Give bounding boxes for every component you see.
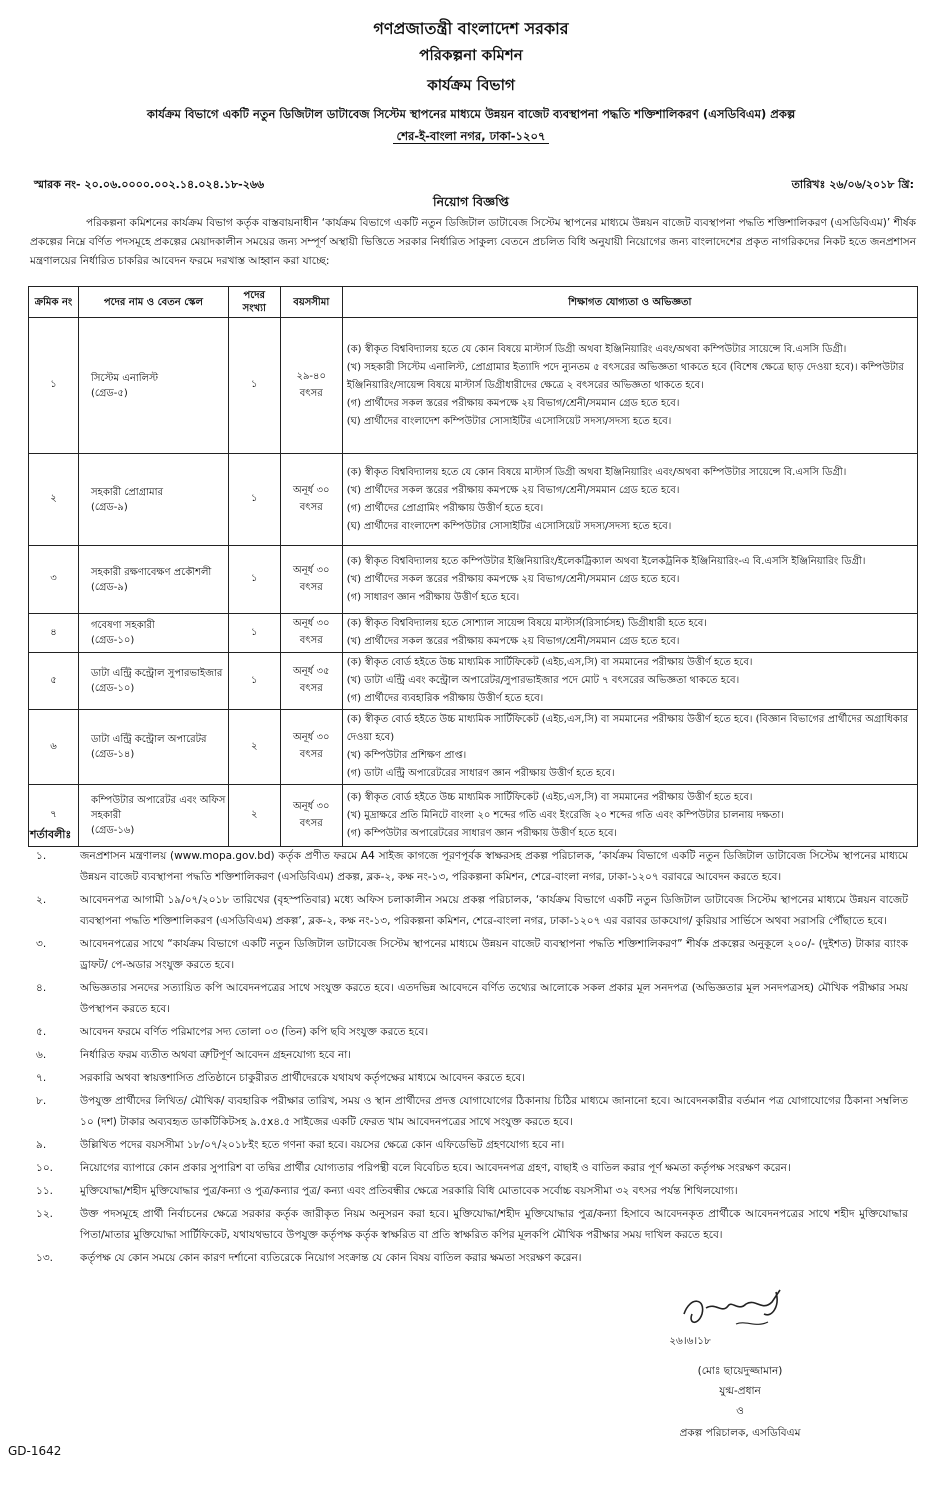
condition-text: নিয়োগের ব্যাপারে কোন প্রকার সুপারিশ বা তদ্বির প্রার্থীর যোগ্যতার পরিপন্থী বলে বিবেচিত হবে। আবেদনপত্র গ্রহণ, বাছাই ও বাতিল করার পূর্ণ ক্ষমতা কর্তৃপক্ষ সংরক্ষণ করেন। <box>80 1162 791 1174</box>
govt-name: গণপ্রজাতন্ত্রী বাংলাদেশ সরকার <box>373 19 569 38</box>
notice-title: নিয়োগ বিজ্ঞপ্তি <box>433 194 509 209</box>
row-count: ১ <box>228 614 280 653</box>
condition-item <box>30 1204 908 1246</box>
post-grade: (গ্রেড-১০) <box>90 683 135 694</box>
row-sl: ৭ <box>29 785 79 847</box>
age-limit: অনূর্ধ ৩০ <box>293 484 330 496</box>
qual-item: (খ) ডাটা এন্ট্রি এবং কন্ট্রোল অপারেটর/সুপারভাইজার পদে মোট ৭ বৎসরের অভিজ্ঞতা থাকতে হবে। <box>346 675 740 686</box>
age-unit: বৎসর <box>299 501 323 513</box>
qual-item: (ক) স্বীকৃত বোর্ড হইতে উচ্চ মাধ্যমিক সার্টিফিকেট (এইচ,এস,সি) বা সমমানের পরীক্ষায় উত্তীর্ণ হতে হবে। <box>346 657 753 668</box>
condition-item <box>30 1045 908 1066</box>
row-quals <box>342 785 917 847</box>
qual-item: (খ) প্রার্থীদের সকল স্তরের পরীক্ষায় কমপক্ষে ২য় বিভাগ/শ্রেনী/সমমান গ্রেড হতে হবে। <box>346 573 680 585</box>
row-quals <box>342 614 917 653</box>
row-post <box>78 614 228 653</box>
table-row <box>29 318 918 454</box>
row-count: ২ <box>228 785 280 847</box>
post-grade: (গ্রেড-১০) <box>90 635 135 646</box>
condition-text: কর্তৃপক্ষ যে কোন সময়ে কোন কারণ দর্শানো ব্যতিরেকে নিয়োগ সংক্রান্ত যে কোন বিষয় বাতিল করার ক্ষমতা সংরক্ষণ করেন। <box>80 1252 582 1264</box>
condition-number: ১. <box>36 850 47 862</box>
post-name: ডাটা এন্ট্রি কন্ট্রোল সুপারভাইজার <box>90 668 223 679</box>
post-grade: (গ্রেড-৯) <box>90 501 128 513</box>
condition-number: ৮. <box>36 1095 47 1107</box>
conditions-list <box>30 846 908 1271</box>
qual-item: (ক) স্বীকৃত বিশ্ববিদ্যালয় হতে যে কোন বিষয়ে মাস্টার্স ডিগ্রী অথবা ইঞ্জিনিয়ারিং এবং/অথবা কম্পিউটার সায়েন্সে বি.এসসি ডিগ্রী। <box>346 466 847 478</box>
qual-item: (গ) কম্পিউটার অপারেটরের সাধারণ জ্ঞান পরীক্ষায় উত্তীর্ণ হতে হবে। <box>346 827 617 839</box>
condition-item <box>30 890 908 932</box>
condition-item <box>30 1068 908 1089</box>
qual-item: (ঘ) প্রার্থীদের বাংলাদেশ কম্পিউটার সোসাইটির এসোসিয়েট সদস্য/সদস্য হতে হবে। <box>346 520 672 532</box>
condition-item <box>30 978 908 1020</box>
col-sl: ক্রমিক নং <box>29 287 79 318</box>
row-count: ১ <box>228 653 280 710</box>
post-name: সহকারী রক্ষণাবেক্ষণ প্রকৌশলী <box>90 566 212 578</box>
condition-item <box>30 1248 908 1269</box>
table-row <box>29 614 918 653</box>
posts-table <box>28 286 918 847</box>
age-limit: অনূর্ধ ৩০ <box>293 618 330 629</box>
condition-text: আবেদনপত্রের সাথে “কার্যক্রম বিভাগে একটি নতুন ডিজিটাল ডাটাবেজ সিস্টেম স্থাপনের মাধ্যমে উন্নয়ন বাজেট ব্যবস্থাপনা পদ্ধতি শক্তিশালিকরণ” শীর্ষক প্রকল্পের অনুকূলে ২০০/- (দুইশত) টাকার ব্যাংক ড্রাফট/ পে-অডার সংযুক্ত করতে হবে। <box>80 938 908 971</box>
address <box>0 128 942 147</box>
qual-item: (গ) প্রার্থীদের ব্যবহারিক পরীক্ষায় উত্তীর্ণ হতে হবে। <box>346 693 544 704</box>
row-quals <box>342 454 917 546</box>
post-name: কম্পিউটার অপারেটর এবং অফিস সহকারী <box>90 795 226 821</box>
row-age <box>280 785 342 847</box>
condition-number: ৯. <box>36 1139 47 1151</box>
qual-item: (গ) সাধারণ জ্ঞান পরীক্ষায় উত্তীর্ণ হতে হবে। <box>346 591 520 603</box>
condition-text: উপযুক্ত প্রার্থীদের লিখিত/ মৌখিক/ ব্যবহারিক পরীক্ষার তারিখ, সময় ও স্থান প্রার্থীদের প্রদত্ত যোগাযোগের ঠিকানায় চিঠির মাধ্যমে জানানো হবে। আবেদনকারীর বর্তমান পত্র যোগাযোগের ঠিকানা সম্বলিত ১০ (দশ) টাকার অব্যবহৃত ডাকটিকিটসহ ৯.৫x৪.৫ সাইজের একটি ফেরত খাম আবেদনপত্রের সাথে সংযুক্ত করতে হবে। <box>80 1095 908 1128</box>
qual-item: (ঘ) প্রার্থীদের বাংলাদেশ কম্পিউটার সোসাইটির এসোসিয়েট সদস্য/সদস্য হতে হবে। <box>346 415 672 427</box>
row-sl: ৫ <box>29 653 79 710</box>
condition-text: অভিজ্ঞতার সনদের সত্যায়িত কপি আবেদনপত্রের সাথে সংযুক্ত করতে হবে। এতদভিন্ন আবেদনে বর্ণিত তথ্যের আলোকে সকল প্রকার মূল সনদপত্র (অভিজ্ঞতার মূল সনদপত্রসহ) মৌখিক পরীক্ষার সময় উপস্থাপন করতে হবে। <box>80 982 908 1015</box>
qual-item: (ক) স্বীকৃত বিশ্ববিদ্যালয় হতে কম্পিউটার ইঞ্জিনিয়ারিং/ইলেকট্রিক্যাল অথবা ইলেকট্রনিক ইঞ্জিনিয়ারিং-এ বি.এসসি ইঞ্জিনিয়ারিং ডিগ্রী। <box>346 555 866 567</box>
row-quals <box>342 546 917 614</box>
post-grade: (গ্রেড-৫) <box>90 387 128 399</box>
qual-item: (খ) প্রার্থীদের সকল স্তরের পরীক্ষায় কমপক্ষে ২য় বিভাগ/শ্রেনী/সমমান গ্রেড হতে হবে। <box>346 636 680 647</box>
division-name: কার্যক্রম বিভাগ <box>427 76 515 94</box>
condition-number: ১০. <box>36 1162 53 1174</box>
conditions-title: শর্তাবলীঃ <box>30 828 72 841</box>
col-count: পদের সংখ্যা <box>228 287 280 318</box>
condition-item <box>30 1091 908 1133</box>
col-age: বয়সসীমা <box>280 287 342 318</box>
row-count: ১ <box>228 454 280 546</box>
row-age <box>280 614 342 653</box>
memo-date: তারিখঃ ২৬/০৬/২০১৮ খ্রি: <box>791 178 914 191</box>
row-quals <box>342 318 917 454</box>
condition-text: জনপ্রশাসন মন্ত্রণালয় (www.mopa.gov.bd) কর্তৃক প্রণীত ফরমে A4 সাইজ কাগজে পূরণপূর্বক স্বাক্ষরসহ প্রকল্প পরিচালক, ‘কার্যক্রম বিভাগে একটি নতুন ডিজিটাল ডাটাবেজ সিস্টেম স্থাপনের মাধ্যমে উন্নয়ন বাজেট ব্যবস্থাপনা পদ্ধতি শক্তিশালিকরণ (এসডিবিএম) প্রকল্প, ব্লক-২, কক্ষ নং-১৩, পরিকল্পনা কমিশন, শেরে-বাংলা নগর, ঢাকা-১২০৭ বরাবরে আবেদন করতে হবে। <box>80 850 908 883</box>
condition-item <box>30 1135 908 1156</box>
row-post <box>78 653 228 710</box>
table-row <box>29 710 918 785</box>
table-row <box>29 653 918 710</box>
qual-item: (ক) স্বীকৃত বোর্ড হইতে উচ্চ মাধ্যমিক সার্টিফিকেট (এইচ,এস,সি) বা সমমানের পরীক্ষায় উত্তীর্ণ হতে হবে। (বিজ্ঞান বিভাগের প্রার্থীদের অগ্রাধিকার দেওয়া হবে) <box>346 714 909 743</box>
row-sl: ১ <box>29 318 79 454</box>
age-unit: বৎসর <box>299 581 323 593</box>
post-grade: (গ্রেড-১৬) <box>90 825 135 836</box>
row-sl: ৪ <box>29 614 79 653</box>
condition-text: নির্ধারিত ফরম ব্যতীত অথবা ত্রুটিপূর্ণ আবেদন গ্রহনযোগ্য হবে না। <box>80 1049 352 1061</box>
row-quals <box>342 710 917 785</box>
condition-text: উল্লিখিত পদের বয়সসীমা ১৮/০৭/২০১৮ইং হতে গণনা করা হবে। বয়সের ক্ষেত্রে কোন এফিডেভিট গ্রহণযোগ্য হবে না। <box>80 1139 565 1151</box>
condition-number: ৪. <box>36 982 47 994</box>
post-grade: (গ্রেড-৯) <box>90 581 128 593</box>
project-name: কার্যক্রম বিভাগে একটি নতুন ডিজিটাল ডাটাবেজ সিস্টেম স্থাপনের মাধ্যমে উন্নয়ন বাজেট ব্যবস্থাপনা পদ্ধতি শক্তিশালিকরণ (এসডিবিএম) প্রকল্প <box>146 107 796 121</box>
row-age <box>280 546 342 614</box>
condition-text: আবেদনপত্র আগামী ১৯/০৭/২০১৮ তারিখের (বৃহস্পতিবার) মধ্যে অফিস চলাকালীন সময়ে প্রকল্প পরিচালক, ‘কার্যক্রম বিভাগে একটি নতুন ডিজিটাল ডাটাবেজ সিস্টেম স্থাপনের মাধ্যমে উন্নয়ন বাজেট ব্যবস্থাপনা পদ্ধতি শক্তিশালিকরণ (এসডিবিএম) প্রকল্প’, ব্লক-২, কক্ষ নং-১৩, পরিকল্পনা কমিশন, শেরে-বাংলা নগর, ঢাকা-১২০৭ এর বরাবর ডাকযোগ/ কুরিয়ার সার্ভিসে অথবা সরাসরি পৌঁছাতে হবে। <box>80 894 908 927</box>
age-unit: বৎসর <box>299 817 323 829</box>
row-count: ১ <box>228 546 280 614</box>
condition-number: ২. <box>36 894 47 906</box>
condition-number: ৩. <box>36 938 47 950</box>
row-age <box>280 318 342 454</box>
age-unit: বৎসর <box>299 635 323 646</box>
qual-item: (খ) মুদ্রাক্ষরে প্রতি মিনিটে বাংলা ২০ শব্দের গতি এবং ইংরেজি ২০ শব্দের গতি এবং কম্পিউটার চালনায় দক্ষতা। <box>346 809 784 821</box>
age-unit: বৎসর <box>299 387 323 399</box>
signer-post: যুগ্ম-প্রধান <box>719 1385 761 1397</box>
qual-item: (খ) সহকারী সিস্টেম এনালিস্ট, প্রোগ্রামার ইত্যাদি পদে ন্যুনতম ৫ বৎসরের অভিজ্ঞতা থাকতে হবে (বিশেষ ক্ষেত্রে ছাড় দেওয়া হবে)। কম্পিউটার ইঞ্জিনিয়ারিং/সায়েন্স বিষয়ে মাস্টার্স ডিগ্রীধারীদের ক্ষেত্রে ২ বৎসরের অভিজ্ঞতা থাকতে হবে। <box>346 361 904 391</box>
row-sl: ৬ <box>29 710 79 785</box>
qual-item: (খ) কম্পিউটার প্রশিক্ষণ প্রাপ্ত। <box>346 750 467 761</box>
col-quals: শিক্ষাগত যোগ্যতা ও অভিজ্ঞতা <box>342 287 917 318</box>
condition-text: মুক্তিযোদ্ধা/শহীদ মুক্তিযোদ্ধার পুত্র/কন্যা ও পুত্র/কন্যার পুত্র/ কন্যা এবং প্রতিবন্ধীর ক্ষেত্রে সরকারি বিধি মোতাবেক সর্বোচ্চ বয়সসীমা ৩২ বৎসর পর্যন্ত শিথিলযোগ্য। <box>80 1185 738 1197</box>
condition-number: ৭. <box>36 1072 47 1084</box>
post-grade: (গ্রেড-১৪) <box>90 749 135 760</box>
qual-item: (ক) স্বীকৃত বিশ্ববিদ্যালয় হতে সোশ্যাল সায়েন্স বিষয়ে মাস্টার্স(রিসার্চসহ) ডিগ্রীধারী হতে হবে। <box>346 618 707 629</box>
qual-item: (গ) ডাটা এন্ট্রি অপারেটরের সাধারণ জ্ঞান পরীক্ষায় উত্তীর্ণ হতে হবে। <box>346 768 615 779</box>
col-name: পদের নাম ও বেতন স্কেল <box>78 287 228 318</box>
condition-text: সরকারি অথবা স্বায়ত্তশাসিত প্রতিষ্ঠানে চাকুরীরত প্রার্থীদেরকে যথাযথ কর্তৃপক্ষের মাধ্যমে আবেদন করতে হবে। <box>80 1072 526 1084</box>
memo-ref: স্মারক নং- ২০.০৬.০০০০.০০২.১৪.০২৪.১৮-২৬৬ <box>34 178 265 191</box>
row-post <box>78 454 228 546</box>
table-header-row <box>29 287 918 318</box>
address-text: শের-ই-বাংলা নগর, ঢাকা-১২০৭ <box>393 129 550 144</box>
row-post <box>78 710 228 785</box>
row-post <box>78 785 228 847</box>
table-row <box>29 546 918 614</box>
condition-number: ১৩. <box>36 1252 53 1264</box>
row-post <box>78 318 228 454</box>
commission-name: পরিকল্পনা কমিশন <box>419 46 523 64</box>
qual-item: (খ) প্রার্থীদের সকল স্তরের পরীক্ষায় কমপক্ষে ২য় বিভাগ/শ্রেনী/সমমান গ্রেড হতে হবে। <box>346 484 680 496</box>
post-name: সহকারী প্রোগ্রামার <box>90 486 164 498</box>
post-name: সিস্টেম এনালিস্ট <box>90 372 159 384</box>
qual-item: (গ) প্রার্থীদের সকল স্তরের পরীক্ষায় কমপক্ষে ২য় বিভাগ/শ্রেনী/সমমান গ্রেড হতে হবে। <box>346 397 680 409</box>
condition-item <box>30 1022 908 1043</box>
age-unit: বৎসর <box>299 683 323 694</box>
intro-paragraph: পরিকল্পনা কমিশনের কার্যক্রম বিভাগ কর্তৃক বাস্তবায়নাধীন ‘কার্যক্রম বিভাগে একটি নতুন ডিজিটাল ডাটাবেজ সিস্টেম স্থাপনের মাধ্যমে উন্নয়ন বাজেট ব্যবস্থাপনা পদ্ধতি শক্তিশালিকরণ (এসডিবিএম)’ শীর্ষক প্রকল্পের নিম্নে বর্ণিত পদসমূহে প্রকল্পের মেয়াদকালীন সময়ের জন্য সম্পূর্ণ অস্থায়ী ভিত্তিতে সরকার নির্ধারিত সাকুল্য বেতনে প্রচলিত বিধি অনুযায়ী নিয়োগের জন্য বাংলাদেশের প্রকৃত নাগরিকদের নিকট হতে জনপ্রশাসন মন্ত্রণালয়ের নির্ধারিত চাকরির আবেদন ফরমে দরখাস্ত আহ্বান করা যাচ্ছে: <box>30 217 916 267</box>
row-quals <box>342 653 917 710</box>
age-limit: অনূর্ধ ৩০ <box>293 732 330 743</box>
age-limit: অনূর্ধ ৩০ <box>293 800 330 812</box>
row-age <box>280 454 342 546</box>
condition-item <box>30 1158 908 1179</box>
age-limit: ২৯-৪০ <box>296 370 327 382</box>
signer-post2: প্রকল্প পরিচালক, এসডিবিএম <box>679 1427 801 1439</box>
row-sl: ২ <box>29 454 79 546</box>
row-sl: ৩ <box>29 546 79 614</box>
qual-item: (ক) স্বীকৃত বোর্ড হইতে উচ্চ মাধ্যমিক সার্টিফিকেট (এইচ,এস,সি) বা সমমানের পরীক্ষায় উত্তীর্ণ হতে হবে। <box>346 791 753 803</box>
age-unit: বৎসর <box>299 749 323 760</box>
condition-number: ৫. <box>36 1026 47 1038</box>
condition-item <box>30 846 908 888</box>
row-count: ১ <box>228 318 280 454</box>
condition-text: আবেদন ফরমে বর্ণিত পরিমাপের সদ্য তোলা ০৩ (তিন) কপি ছবি সংযুক্ত করতে হবে। <box>80 1026 429 1038</box>
row-age <box>280 710 342 785</box>
row-age <box>280 653 342 710</box>
condition-number: ১১. <box>36 1185 53 1197</box>
condition-item <box>30 1181 908 1202</box>
qual-item: (গ) প্রার্থীদের প্রোগ্রামিং পরীক্ষায় উত্তীর্ণ হতে হবে। <box>346 502 544 514</box>
signature-date: ২৬।৬।১৮ <box>669 1335 711 1347</box>
row-count: ২ <box>228 710 280 785</box>
handwritten-signature <box>676 1284 826 1340</box>
footer-code: GD-1642 <box>8 1444 62 1458</box>
signer-name: (মোঃ ছায়েদুজ্জামান) <box>697 1365 783 1377</box>
qual-item: (ক) স্বীকৃত বিশ্ববিদ্যালয় হতে যে কোন বিষয়ে মাস্টার্স ডিগ্রী অথবা ইঞ্জিনিয়ারিং এবং/অথবা কম্পিউটার সায়েন্সে বি.এসসি ডিগ্রী। <box>346 343 847 355</box>
condition-text: উক্ত পদসমূহে প্রার্থী নির্বাচনের ক্ষেত্রে সরকার কর্তৃক জারীকৃত নিয়ম অনুসরন করা হবে। মুক্তিযোদ্ধা/শহীদ মুক্তিযোদ্ধার পুত্র/কন্যা হিসাবে আবেদনকৃত প্রার্থীকে আবেদনপত্রের সাথে শহীদ মুক্তিযোদ্ধার পিতা/মাতার মুক্তিযোদ্ধা সার্টিফিকেট, যথাযথভাবে উপযুক্ত কর্তৃপক্ষ কর্তৃক স্বাক্ষরিত বা প্রতি স্বাক্ষরিত কপির মূলকপি মৌখিক পরীক্ষার সময় দাখিল করতে হবে। <box>80 1208 908 1241</box>
post-name: ডাটা এন্ট্রি কন্ট্রোল অপারেটর <box>90 734 207 745</box>
age-limit: অনূর্ধ ৩৫ <box>293 666 330 677</box>
signer-and: ও <box>736 1405 744 1417</box>
condition-number: ৬. <box>36 1049 47 1061</box>
age-limit: অনূর্ধ ৩০ <box>293 564 330 576</box>
table-row <box>29 785 918 847</box>
condition-number: ১২. <box>36 1208 53 1220</box>
post-name: গবেষণা সহকারী <box>90 620 155 631</box>
condition-item <box>30 934 908 976</box>
table-row <box>29 454 918 546</box>
row-post <box>78 546 228 614</box>
